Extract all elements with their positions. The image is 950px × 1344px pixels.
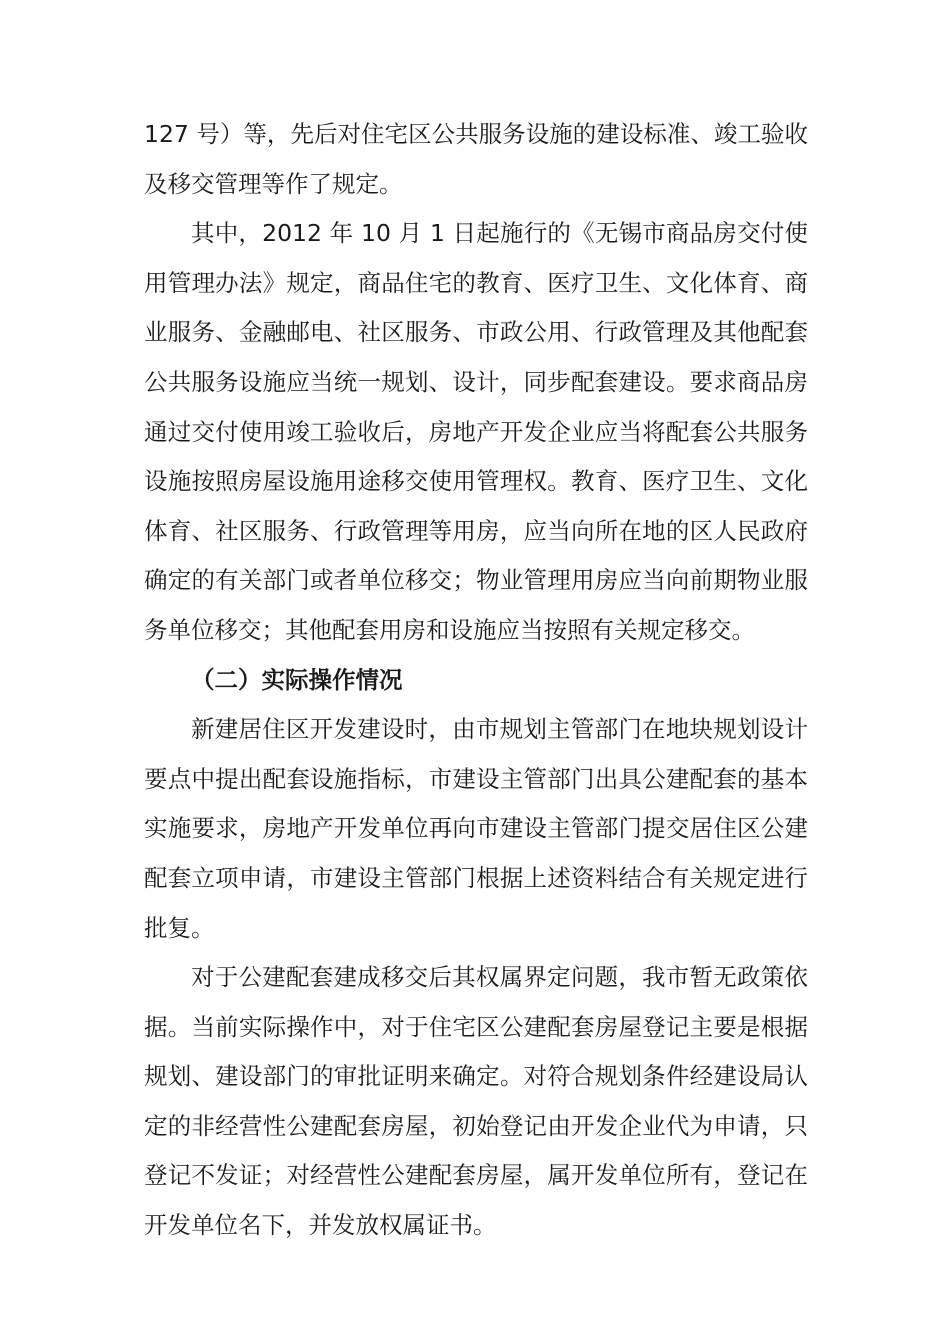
document-page (144, 110, 808, 1251)
paragraph-continuation: 127 号）等，先后对住宅区公共服务设施的建设标准、竣工验收及移交管理等作了规定。 (144, 120, 808, 198)
paragraph-regulation: 其中，2012 年 10 月 1 日起施行的《无锡市商品房交付使用管理办法》规定，商品住宅的教育、医疗卫生、文化体育、商业服务、金融邮电、社区服务、市政公用、行政管理及其他配套公共服务设施应当统一规划、设计，同步配套建设。要求商品房通过交付使用竣工验收后，房地产开发企业应当将配套公共服务设施按照房屋设施用途移交使用管理权。教育、医疗卫生、文化体育、社区服务、行政管理等用房，应当向所在地的区人民政府确定的有关部门或者单位移交；物业管理用房应当向前期物业服务单位移交；其他配套用房和设施应当按照有关规定移交。 (144, 219, 808, 644)
paragraph-ownership: 对于公建配套建成移交后其权属界定问题，我市暂无政策依据。当前实际操作中，对于住宅区公建配套房屋登记主要是根据规划、建设部门的审批证明来确定。对符合规划条件经建设局认定的非经营性公建配套房屋，初始登记由开发企业代为申请，只登记不发证；对经营性公建配套房屋，属开发单位所有，登记在开发单位名下，并发放权属证书。 (144, 963, 808, 1240)
paragraph-procedure: 新建居住区开发建设时，由市规划主管部门在地块规划设计要点中提出配套设施指标，市建设主管部门出具公建配套的基本实施要求，房地产开发单位再向市建设主管部门提交居住区公建配套立项申请，市建设主管部门根据上述资料结合有关规定进行批复。 (144, 715, 808, 942)
section-heading: （二）实际操作情况 (191, 665, 403, 694)
